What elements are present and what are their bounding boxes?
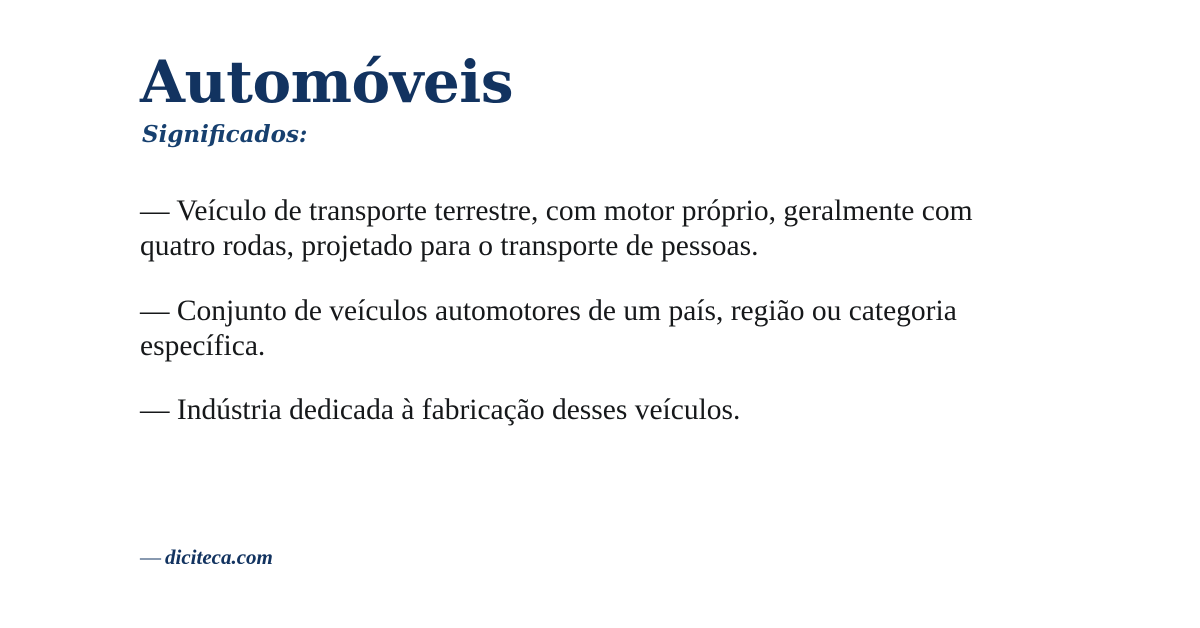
section-label-meanings: Significados:: [142, 120, 308, 148]
definition-item: — Veículo de transporte terrestre, com motor próprio, geralmente com quatro rodas, projetado para o transporte de pessoas.: [140, 194, 973, 262]
source-name: diciteca.com: [165, 545, 273, 569]
page-title: Automóveis: [140, 48, 513, 116]
footer-dash: —: [140, 545, 161, 569]
definitions-list: [140, 194, 1060, 428]
definition-item: — Conjunto de veículos automotores de um país, região ou categoria específica.: [140, 294, 957, 362]
source-attribution: [140, 545, 273, 570]
definition-item: — Indústria dedicada à fabricação desses veículos.: [140, 394, 741, 427]
